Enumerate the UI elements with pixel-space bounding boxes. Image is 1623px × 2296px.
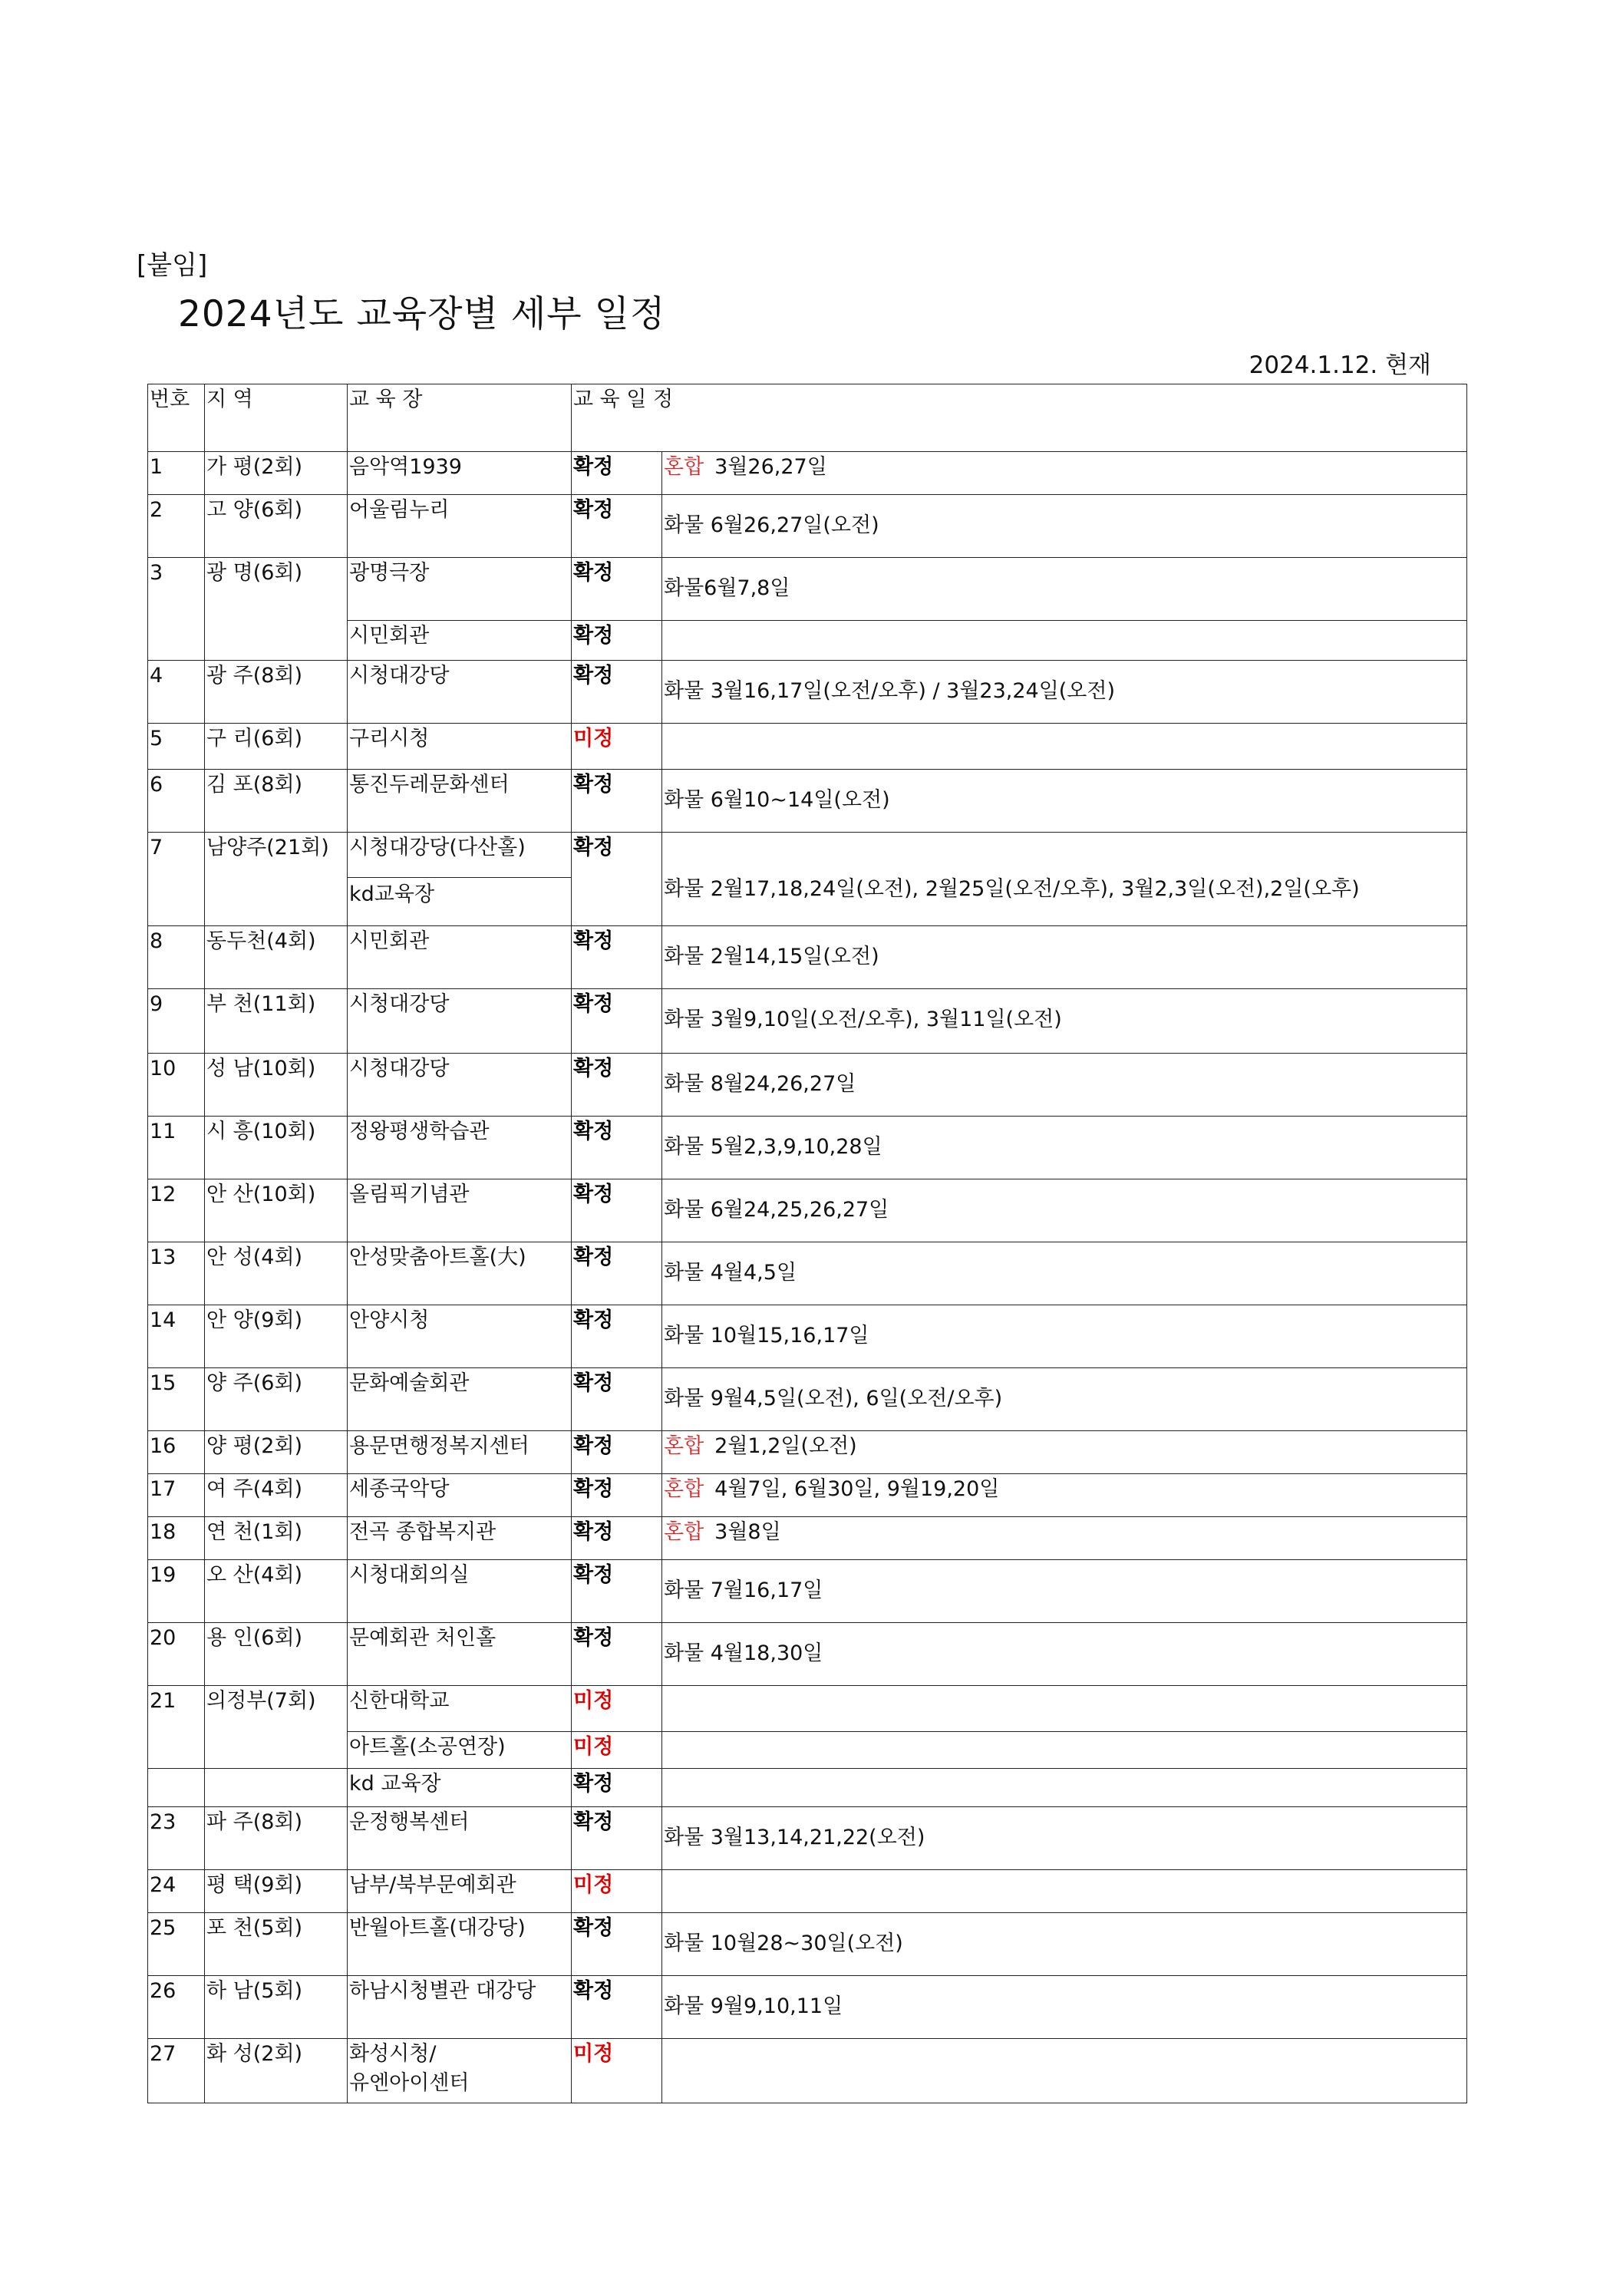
row-region: 구 리(6회) bbox=[205, 724, 348, 770]
row-number: 16 bbox=[148, 1431, 205, 1474]
row-number: 25 bbox=[148, 1913, 205, 1976]
venue-name-secondary: kd교육장 bbox=[348, 877, 571, 907]
row-venue: 시청대강당 bbox=[348, 989, 572, 1054]
schedule-detail bbox=[662, 621, 1467, 661]
schedule-detail bbox=[662, 1368, 1467, 1431]
row-region: 하 남(5회) bbox=[205, 1976, 348, 2039]
schedule-detail bbox=[662, 770, 1467, 833]
status-badge: 확정 bbox=[572, 661, 662, 724]
schedule-detail bbox=[662, 1870, 1467, 1913]
row-number: 9 bbox=[148, 989, 205, 1054]
row-venue: 올림픽기념관 bbox=[348, 1179, 572, 1242]
status-badge: 확정 bbox=[572, 770, 662, 833]
table-row bbox=[148, 1054, 1467, 1117]
schedule-text: 화물 9월9,10,11일 bbox=[664, 1994, 843, 2018]
schedule-detail bbox=[662, 1431, 1467, 1474]
row-number: 23 bbox=[148, 1807, 205, 1870]
row-number: 21 bbox=[148, 1686, 205, 1769]
mixed-tag: 혼합 bbox=[664, 1477, 704, 1501]
schedule-detail bbox=[662, 833, 1467, 926]
schedule-detail bbox=[662, 452, 1467, 495]
schedule-detail bbox=[662, 1305, 1467, 1368]
row-region: 안 양(9회) bbox=[205, 1305, 348, 1368]
row-venue: 어울림누리 bbox=[348, 495, 572, 558]
table-row bbox=[148, 661, 1467, 724]
schedule-text: 화물 10월15,16,17일 bbox=[664, 1324, 869, 1348]
status-badge: 미정 bbox=[572, 1732, 662, 1769]
row-number: 6 bbox=[148, 770, 205, 833]
row-venue: 정왕평생학습관 bbox=[348, 1117, 572, 1179]
row-venue: 시청대강당 bbox=[348, 661, 572, 724]
schedule-detail bbox=[662, 1054, 1467, 1117]
table-row bbox=[148, 1474, 1467, 1517]
schedule-text: 3월26,27일 bbox=[714, 455, 827, 479]
row-region: 오 산(4회) bbox=[205, 1560, 348, 1623]
row-venue: 남부/북부문예회관 bbox=[348, 1870, 572, 1913]
row-number: 17 bbox=[148, 1474, 205, 1517]
status-badge: 확정 bbox=[572, 1623, 662, 1686]
status-badge: 확정 bbox=[572, 1117, 662, 1179]
row-region bbox=[205, 1769, 348, 1807]
status-badge: 확정 bbox=[572, 1474, 662, 1517]
table-row bbox=[148, 452, 1467, 495]
row-number: 12 bbox=[148, 1179, 205, 1242]
row-venue: 시청대회의실 bbox=[348, 1560, 572, 1623]
schedule-text: 화물 6월26,27일(오전) bbox=[664, 513, 879, 537]
schedule-detail bbox=[662, 1560, 1467, 1623]
row-venue: 광명극장 bbox=[348, 558, 572, 621]
table-row bbox=[148, 1305, 1467, 1368]
row-number: 2 bbox=[148, 495, 205, 558]
status-badge: 미정 bbox=[572, 724, 662, 770]
row-number: 13 bbox=[148, 1242, 205, 1305]
status-badge: 확정 bbox=[572, 1431, 662, 1474]
row-number: 5 bbox=[148, 724, 205, 770]
row-region: 여 주(4회) bbox=[205, 1474, 348, 1517]
row-number: 1 bbox=[148, 452, 205, 495]
table-row bbox=[148, 1870, 1467, 1913]
table-row bbox=[148, 2039, 1467, 2103]
table-row bbox=[148, 926, 1467, 989]
row-number bbox=[148, 1769, 205, 1807]
schedule-detail bbox=[662, 1474, 1467, 1517]
status-badge: 미정 bbox=[572, 2039, 662, 2103]
row-number: 19 bbox=[148, 1560, 205, 1623]
row-number: 4 bbox=[148, 661, 205, 724]
schedule-detail bbox=[662, 1242, 1467, 1305]
status-badge: 확정 bbox=[572, 1305, 662, 1368]
status-badge: 확정 bbox=[572, 452, 662, 495]
row-number: 24 bbox=[148, 1870, 205, 1913]
venue-name-secondary: 유엔아이센터 bbox=[349, 2071, 470, 2095]
schedule-text: 화물 9월4,5일(오전), 6일(오전/오후) bbox=[664, 1387, 1003, 1410]
schedule-text: 화물 3월13,14,21,22(오전) bbox=[664, 1826, 925, 1849]
row-region: 성 남(10회) bbox=[205, 1054, 348, 1117]
venue-name: 화성시청/ bbox=[349, 2042, 437, 2066]
row-number: 8 bbox=[148, 926, 205, 989]
status-badge: 확정 bbox=[572, 558, 662, 621]
status-badge: 확정 bbox=[572, 1913, 662, 1976]
row-venue bbox=[348, 2039, 572, 2103]
row-number: 15 bbox=[148, 1368, 205, 1431]
status-badge: 확정 bbox=[572, 1054, 662, 1117]
row-region: 동두천(4회) bbox=[205, 926, 348, 989]
status-badge: 확정 bbox=[572, 1807, 662, 1870]
row-number: 20 bbox=[148, 1623, 205, 1686]
schedule-text: 화물 2월14,15일(오전) bbox=[664, 945, 879, 968]
schedule-detail bbox=[662, 1732, 1467, 1769]
table-row bbox=[148, 1517, 1467, 1560]
row-venue: 용문면행정복지센터 bbox=[348, 1431, 572, 1474]
row-venue: 음악역1939 bbox=[348, 452, 572, 495]
row-venue bbox=[348, 833, 572, 926]
status-badge: 확정 bbox=[572, 1517, 662, 1560]
header-no: 번호 bbox=[148, 384, 205, 452]
row-venue: 안성맞춤아트홀(大) bbox=[348, 1242, 572, 1305]
table-row bbox=[148, 495, 1467, 558]
table-row bbox=[148, 1686, 1467, 1732]
table-row bbox=[148, 1913, 1467, 1976]
row-venue: 세종국악당 bbox=[348, 1474, 572, 1517]
table-row bbox=[148, 1179, 1467, 1242]
status-badge: 확정 bbox=[572, 1368, 662, 1431]
table-row bbox=[148, 1807, 1467, 1870]
row-venue: kd 교육장 bbox=[348, 1769, 572, 1807]
row-number: 18 bbox=[148, 1517, 205, 1560]
schedule-text: 3월8일 bbox=[714, 1520, 781, 1544]
row-region: 안 산(10회) bbox=[205, 1179, 348, 1242]
row-venue: 문화예술회관 bbox=[348, 1368, 572, 1431]
schedule-detail bbox=[662, 558, 1467, 621]
table-row bbox=[148, 1623, 1467, 1686]
schedule-detail bbox=[662, 1769, 1467, 1807]
table-row bbox=[148, 1117, 1467, 1179]
status-badge: 미정 bbox=[572, 1686, 662, 1732]
table-row bbox=[148, 770, 1467, 833]
schedule-detail bbox=[662, 1179, 1467, 1242]
row-venue: 구리시청 bbox=[348, 724, 572, 770]
status-badge: 확정 bbox=[572, 1560, 662, 1623]
row-number: 10 bbox=[148, 1054, 205, 1117]
row-region: 남양주(21회) bbox=[205, 833, 348, 926]
mixed-tag: 혼합 bbox=[664, 1434, 704, 1458]
header-row bbox=[148, 384, 1467, 452]
header-region: 지 역 bbox=[205, 384, 348, 452]
row-venue: 전곡 종합복지관 bbox=[348, 1517, 572, 1560]
row-region: 광 주(8회) bbox=[205, 661, 348, 724]
row-number: 26 bbox=[148, 1976, 205, 2039]
row-number: 11 bbox=[148, 1117, 205, 1179]
row-venue: 반월아트홀(대강당) bbox=[348, 1913, 572, 1976]
schedule-detail bbox=[662, 724, 1467, 770]
row-venue: 통진두레문화센터 bbox=[348, 770, 572, 833]
row-region: 용 인(6회) bbox=[205, 1623, 348, 1686]
schedule-text: 화물 3월16,17일(오전/오후) / 3월23,24일(오전) bbox=[664, 679, 1116, 703]
schedule-detail bbox=[662, 1517, 1467, 1560]
row-number: 3 bbox=[148, 558, 205, 661]
table-row bbox=[148, 1769, 1467, 1807]
status-badge: 확정 bbox=[572, 926, 662, 989]
row-venue: 시민회관 bbox=[348, 621, 572, 661]
row-region: 양 주(6회) bbox=[205, 1368, 348, 1431]
row-number: 27 bbox=[148, 2039, 205, 2103]
schedule-text: 화물 2월17,18,24일(오전), 2월25일(오전/오후), 3월2,3일(오전),2일(오후) bbox=[664, 877, 1360, 901]
row-region: 평 택(9회) bbox=[205, 1870, 348, 1913]
schedule-detail bbox=[662, 1117, 1467, 1179]
row-region: 안 성(4회) bbox=[205, 1242, 348, 1305]
row-venue: 아트홀(소공연장) bbox=[348, 1732, 572, 1769]
table-row bbox=[148, 558, 1467, 621]
venue-name: 시청대강당(다산홀) bbox=[349, 836, 526, 859]
status-badge: 확정 bbox=[572, 1179, 662, 1242]
row-region: 파 주(8회) bbox=[205, 1807, 348, 1870]
schedule-detail bbox=[662, 495, 1467, 558]
schedule-text: 화물 4월4,5일 bbox=[664, 1261, 797, 1285]
row-region: 광 명(6회) bbox=[205, 558, 348, 661]
row-region: 부 천(11회) bbox=[205, 989, 348, 1054]
table-row bbox=[148, 1368, 1467, 1431]
page-title: 2024년도 교육장별 세부 일정 bbox=[178, 293, 666, 335]
row-venue: 문예회관 처인홀 bbox=[348, 1623, 572, 1686]
status-badge: 확정 bbox=[572, 1242, 662, 1305]
schedule-detail bbox=[662, 926, 1467, 989]
schedule-table bbox=[147, 384, 1467, 2103]
schedule-text: 화물6월7,8일 bbox=[664, 576, 790, 600]
schedule-detail bbox=[662, 1623, 1467, 1686]
schedule-detail bbox=[662, 2039, 1467, 2103]
mixed-tag: 혼합 bbox=[664, 455, 704, 479]
schedule-detail bbox=[662, 1913, 1467, 1976]
row-region: 양 평(2회) bbox=[205, 1431, 348, 1474]
row-venue: 운정행복센터 bbox=[348, 1807, 572, 1870]
status-badge: 확정 bbox=[572, 833, 662, 926]
schedule-text: 2월1,2일(오전) bbox=[714, 1434, 857, 1458]
table-row bbox=[148, 1242, 1467, 1305]
row-venue: 하남시청별관 대강당 bbox=[348, 1976, 572, 2039]
row-region: 의정부(7회) bbox=[205, 1686, 348, 1769]
schedule-detail bbox=[662, 1686, 1467, 1732]
schedule-text: 화물 7월16,17일 bbox=[664, 1578, 823, 1602]
status-badge: 확정 bbox=[572, 621, 662, 661]
row-region: 가 평(2회) bbox=[205, 452, 348, 495]
schedule-text: 화물 6월24,25,26,27일 bbox=[664, 1198, 889, 1222]
table-row bbox=[148, 989, 1467, 1054]
mixed-tag: 혼합 bbox=[664, 1520, 704, 1544]
table-row bbox=[148, 1560, 1467, 1623]
row-region: 포 천(5회) bbox=[205, 1913, 348, 1976]
row-region: 연 천(1회) bbox=[205, 1517, 348, 1560]
schedule-text: 화물 4월18,30일 bbox=[664, 1641, 823, 1665]
row-region: 김 포(8회) bbox=[205, 770, 348, 833]
row-number: 14 bbox=[148, 1305, 205, 1368]
schedule-detail bbox=[662, 661, 1467, 724]
schedule-text: 화물 6월10~14일(오전) bbox=[664, 788, 890, 812]
schedule-detail bbox=[662, 989, 1467, 1054]
as-of-date: 2024.1.12. 현재 bbox=[1249, 351, 1431, 379]
table-row bbox=[148, 724, 1467, 770]
row-region: 시 흥(10회) bbox=[205, 1117, 348, 1179]
row-venue: 시청대강당 bbox=[348, 1054, 572, 1117]
schedule-text: 화물 10월28~30일(오전) bbox=[664, 1931, 903, 1955]
row-number: 7 bbox=[148, 833, 205, 926]
header-schedule: 교 육 일 정 bbox=[572, 384, 1467, 452]
schedule-detail bbox=[662, 1976, 1467, 2039]
schedule-detail bbox=[662, 1807, 1467, 1870]
table-row bbox=[148, 1431, 1467, 1474]
status-badge: 확정 bbox=[572, 495, 662, 558]
schedule-text: 화물 8월24,26,27일 bbox=[664, 1072, 856, 1096]
status-badge: 확정 bbox=[572, 1769, 662, 1807]
status-badge: 미정 bbox=[572, 1870, 662, 1913]
schedule-text: 화물 5월2,3,9,10,28일 bbox=[664, 1135, 882, 1159]
row-venue: 시민회관 bbox=[348, 926, 572, 989]
attachment-label: [붙임] bbox=[137, 250, 208, 281]
table-row bbox=[148, 1976, 1467, 2039]
header-venue: 교 육 장 bbox=[348, 384, 572, 452]
schedule-text: 화물 3월9,10일(오전/오후), 3월11일(오전) bbox=[664, 1008, 1062, 1031]
table-row bbox=[148, 833, 1467, 926]
schedule-text: 4월7일, 6월30일, 9월19,20일 bbox=[714, 1477, 1000, 1501]
status-badge: 확정 bbox=[572, 1976, 662, 2039]
row-venue: 안양시청 bbox=[348, 1305, 572, 1368]
status-badge: 확정 bbox=[572, 989, 662, 1054]
row-region: 화 성(2회) bbox=[205, 2039, 348, 2103]
row-region: 고 양(6회) bbox=[205, 495, 348, 558]
row-venue: 신한대학교 bbox=[348, 1686, 572, 1732]
